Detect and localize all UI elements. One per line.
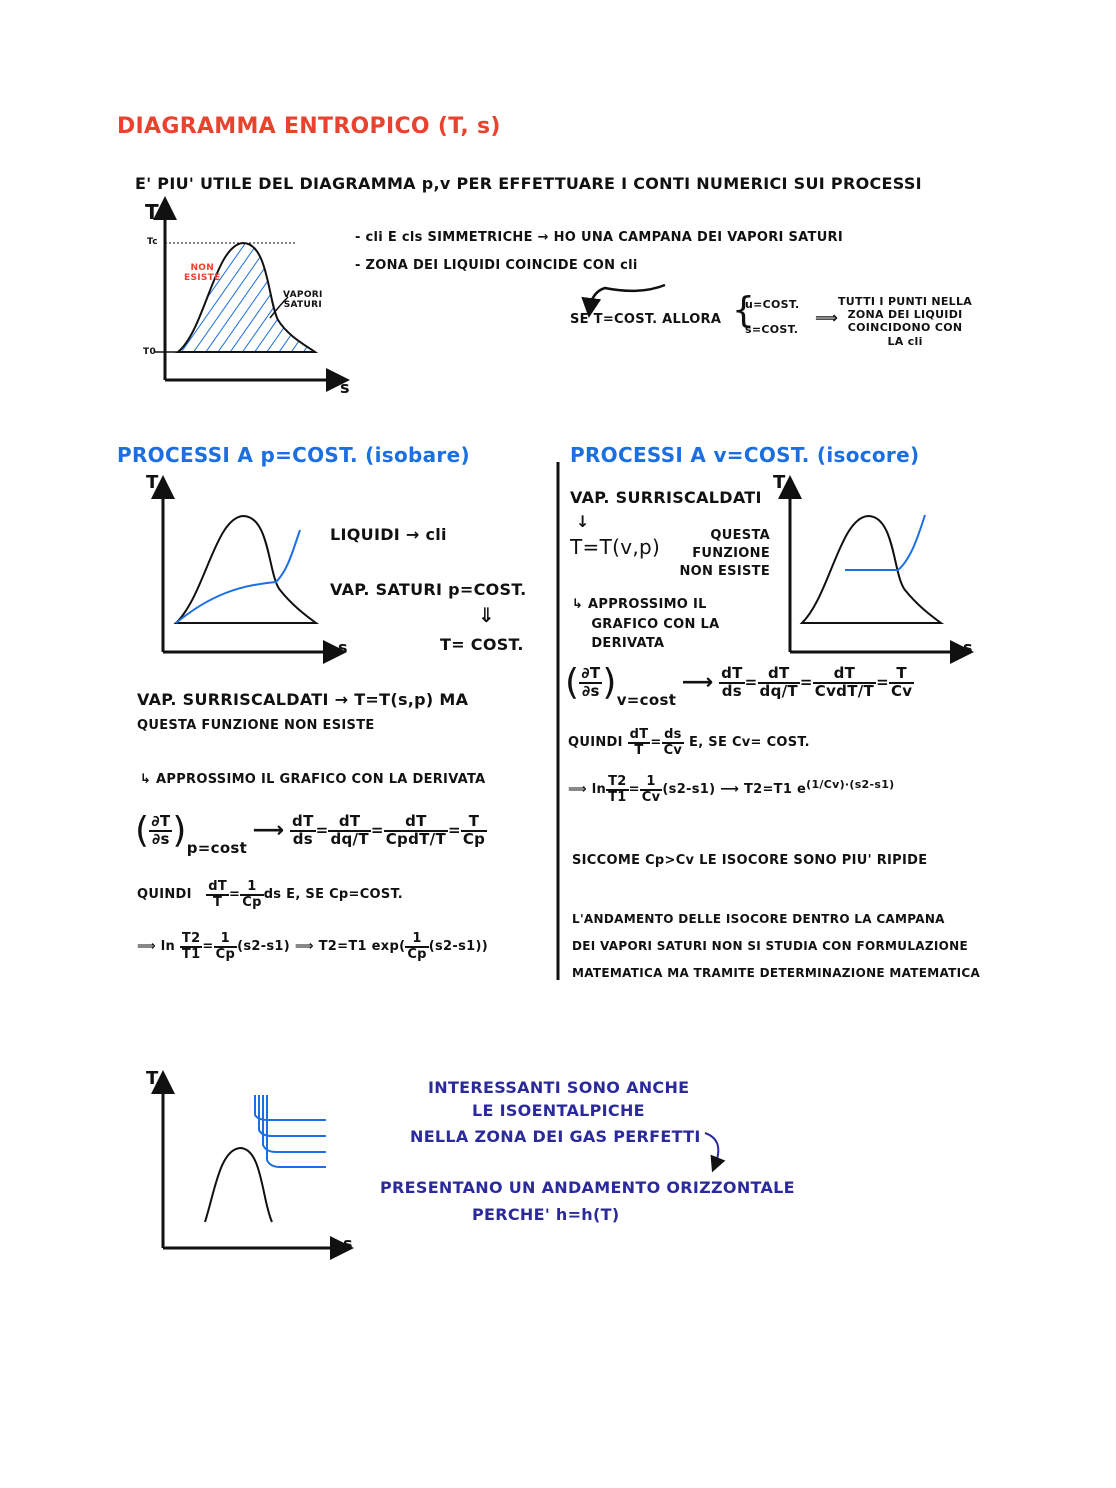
- axis-label-s: s: [340, 378, 350, 397]
- vapori-saturi-label: VAPORI SATURI: [283, 290, 323, 310]
- brace: {: [732, 290, 756, 331]
- result-text: TUTTI I PUNTI NELLA ZONA DEI LIQUIDI COINCIDONO CON LA cli: [838, 295, 973, 348]
- questa-text: QUESTA FUNZIONE NON ESISTE: [679, 528, 770, 580]
- isoentalpiche-diagram: [163, 1082, 342, 1248]
- note-line: PERCHE' h=h(T): [472, 1205, 620, 1224]
- curved-arrow: [590, 285, 665, 308]
- t-cost-text: T= COST.: [440, 635, 524, 654]
- andamento-text: L'ANDAMENTO DELLE ISOCORE DENTRO LA CAMPANA DEI VAPORI SATURI NON SI STUDIA CON FORMULAZIONE MATEMATICA MA TRAMITE DETERMINAZIONE MATEMATICA: [572, 912, 981, 980]
- u-cost: u=COST.: [745, 298, 800, 311]
- axis-label-s: s: [343, 1234, 353, 1253]
- ln-formula-p: ⟹ ln $\frac{T2}{T1}$ = $\frac{1}{Cp}$ (s2-s1) ⟹ T2=T1 exp( $\frac{1}{Cp}$ (s2-s1)): [137, 931, 488, 962]
- axis-label-t: T: [146, 472, 159, 493]
- isocore-diagram: [790, 487, 962, 652]
- ln-formula-v: ⟹ ln $\frac{T2}{T1}$ = $\frac{1}{Cv}$ (s2-s1) ⟶ T2=T1 $e^{(1/Cv)\cdot(s2-s1)}$: [568, 774, 895, 805]
- siccome-text: SICCOME Cp>Cv LE ISOCORE SONO PIU' RIPIDE: [572, 853, 928, 868]
- liquidi-text: LIQUIDI → cli: [330, 525, 447, 544]
- axis-label-s: s: [963, 638, 973, 657]
- bullet: - ZONA DEI LIQUIDI COINCIDE CON cli: [355, 258, 638, 273]
- note-line: NELLA ZONA DEI GAS PERFETTI: [410, 1127, 701, 1146]
- se-line: SE T=COST. ALLORA: [570, 312, 722, 327]
- vap-saturi-text: VAP. SATURI p=COST.: [330, 580, 527, 599]
- axis-label-t: T: [145, 200, 159, 224]
- t0-label: T0: [143, 347, 157, 357]
- axis-label-t: T: [773, 472, 786, 493]
- note-line: PRESENTANO UN ANDAMENTO ORIZZONTALE: [380, 1178, 795, 1197]
- text-line: ↳ APPROSSIMO IL GRAFICO CON LA DERIVATA: [140, 772, 486, 787]
- page-title: DIAGRAMMA ENTROPICO (T, s): [117, 114, 501, 139]
- quindi-formula-v: QUINDI $\frac{dT}{T}$ = $\frac{ds}{Cv}$ E, SE Cv= COST.: [568, 727, 810, 758]
- s-cost: s=COST.: [745, 323, 799, 336]
- text-line: VAP. SURRISCALDATI → T=T(s,p) MA: [137, 690, 469, 709]
- isobare-header: PROCESSI A p=COST. (isobare): [117, 443, 470, 467]
- note-line: INTERESSANTI SONO ANCHE: [428, 1078, 690, 1097]
- non-esiste-label: NON ESISTE: [184, 263, 221, 283]
- isobare-diagram: [163, 487, 335, 652]
- axis-label-t: T: [146, 1068, 159, 1089]
- intro-text: E' PIU' UTILE DEL DIAGRAMMA p,v PER EFFETTUARE I CONTI NUMERICI SUI PROCESSI: [135, 174, 922, 193]
- t-function: T=T(v,p): [570, 535, 661, 559]
- implies-arrow: ⟹: [815, 308, 839, 327]
- note-line: LE ISOENTALPICHE: [472, 1101, 645, 1120]
- approx-text: ↳ APPROSSIMO IL GRAFICO CON LA DERIVATA: [572, 597, 720, 651]
- down-arrow: ⇓: [478, 603, 496, 627]
- tc-label: Tc: [147, 237, 158, 247]
- down-arrow: ↓: [576, 512, 590, 531]
- text-line: QUESTA FUNZIONE NON ESISTE: [137, 718, 375, 733]
- bullet: - cli E cls SIMMETRICHE → HO UNA CAMPANA DEI VAPORI SATURI: [355, 230, 844, 245]
- axis-label-s: s: [338, 638, 348, 657]
- isocore-header: PROCESSI A v=COST. (isocore): [570, 443, 920, 467]
- derivative-formula-v: ( $\frac{\partial T}{\partial s}$ )v=cost ⟶ $\frac{dT}{ds}$ = $\frac{dT}{dq/T}$ = $\frac{dT}{\text{CvdT/T}}$ = $\frac{T}{Cv}$: [565, 662, 913, 709]
- quindi-formula-p: QUINDI $\frac{dT}{T}$ = $\frac{1}{Cp}$ ds E, SE Cp=COST.: [137, 879, 403, 910]
- derivative-formula-p: ( $\frac{\partial T}{\partial s}$ )p=cost ⟶ $\frac{dT}{ds}$ = $\frac{dT}{dq/T}$ = $\frac{dT}{\text{CpdT/T}}$ = $\frac{T}{Cp}$: [135, 810, 486, 857]
- vap-surr-text: VAP. SURRISCALDATI: [570, 488, 762, 507]
- curved-arrow-navy: [705, 1133, 718, 1165]
